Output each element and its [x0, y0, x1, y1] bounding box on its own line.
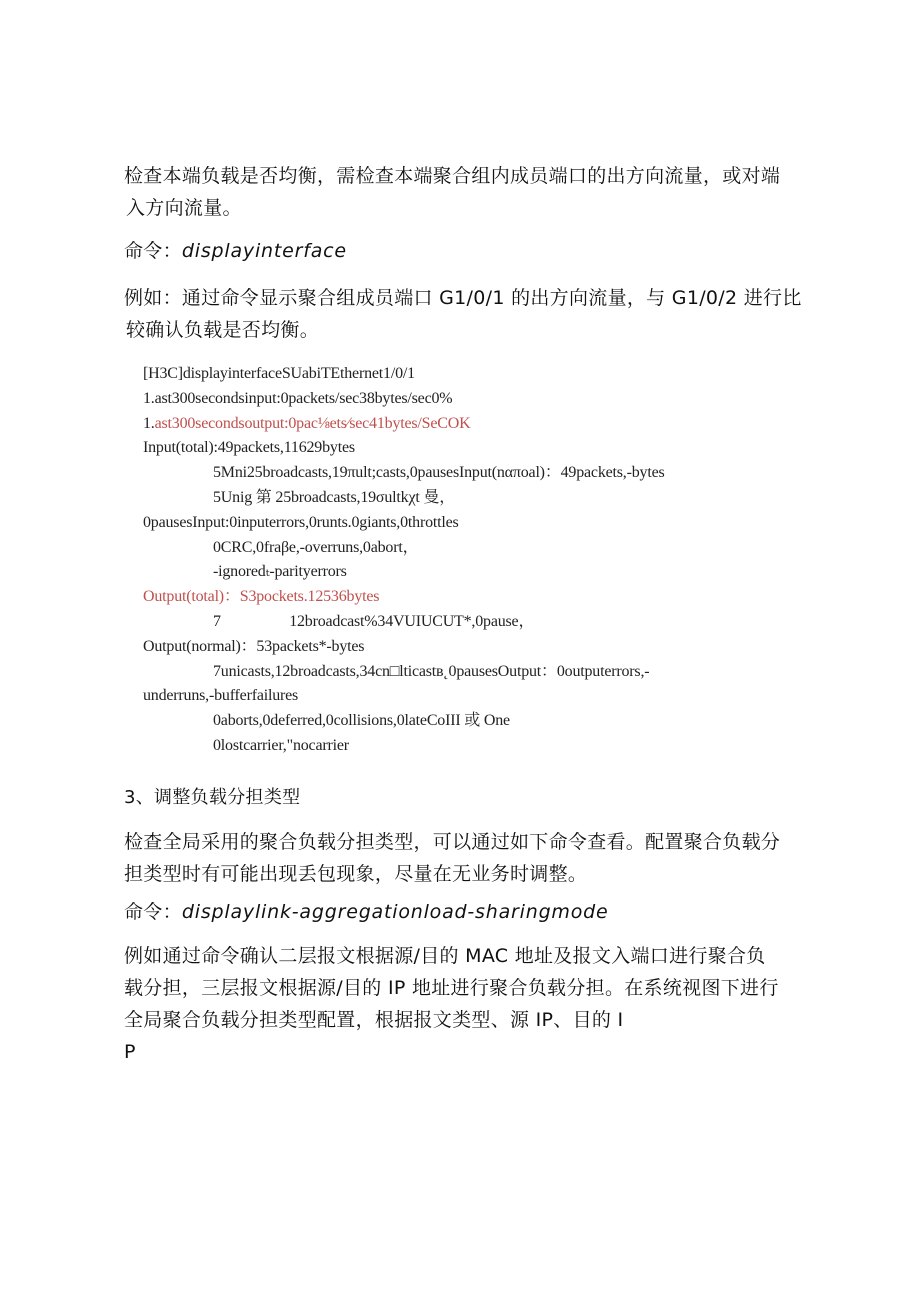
cli-line: [H3C]displayinterfaceSUabiTEthernet1/0/1	[143, 365, 415, 382]
cli-line: Output(normal)：53packets*-bytes	[143, 637, 365, 655]
cli-line: 5Unig 第 25broadcasts,19σultkχt 曼，	[213, 488, 455, 506]
cli-output-block	[143, 362, 803, 759]
example2-line-4: P	[124, 1041, 136, 1063]
cli-line: 7unicasts,12broadcasts,34cn□lticastʙ˛0pausesOutput：0outputerrors,-	[213, 662, 650, 680]
example2-line-1: 例如通过命令确认二层报文根据源/目的 MAC 地址及报文入端口进行聚合负	[124, 945, 766, 967]
example-paragraph	[124, 282, 814, 346]
section-para-line-2: 担类型时有可能出现丢包现象，尽量在无业务时调整。	[124, 863, 588, 885]
command-prefix: 命令：	[124, 240, 182, 262]
cli-line-highlight: 1.ast300secondsoutput:0pac⅛ets⁄sec41bytes/SeCOK	[143, 414, 471, 432]
cli-line: 1.ast300secondsinput:0packets/sec38bytes/sec0%	[143, 389, 453, 407]
cli-line: Input(total):49packets,11629bytes	[143, 439, 355, 457]
section-paragraph	[124, 826, 814, 890]
command-line-1	[124, 235, 814, 267]
example2-line-2: 载分担，三层报文根据源/目的 IP 地址进行聚合负载分担。在系统视图下进行	[124, 977, 779, 999]
cli-line-highlight: Output(total)：S3pockets.12536bytes	[143, 588, 380, 606]
command-text: displaylink-aggregationload-sharingmode	[181, 901, 609, 923]
cli-line: 0lostcarrier,"nocarrier	[213, 736, 349, 754]
cli-line: 0CRC,0fraβe,-overruns,0abort，	[213, 538, 419, 556]
example2-line-3: 全局聚合负载分担类型配置，根据报文类型、源 IP、目的 I	[124, 1009, 624, 1031]
cli-line: 0pausesInput:0inputerrors,0runts.0giants,0throttles	[143, 513, 459, 531]
command-prefix: 命令：	[124, 901, 182, 923]
intro-line-2: 入方向流量。	[126, 197, 242, 219]
example-line-2: 较确认负载是否均衡。	[126, 319, 320, 341]
section-heading: 3、调整负载分担类型	[124, 787, 301, 808]
cli-line: 7 12broadcast%34VUIUCUT*,0pause，	[213, 612, 535, 630]
cli-line: 5Mni25broadcasts,19πult;casts,0pausesInput(nαπoal)：49packets,-bytes	[213, 464, 665, 482]
command-text: displayinterface	[181, 240, 347, 262]
cli-line: 0aborts,0deferred,0collisions,0lateCoIII 或 One	[213, 712, 510, 730]
cli-line: -ignoredₜ-parityerrors	[213, 563, 347, 581]
cli-line: underruns,-bufferfailures	[143, 687, 299, 705]
intro-paragraph	[124, 160, 814, 224]
example-paragraph-2	[124, 940, 814, 1068]
intro-line-1: 检查本端负载是否均衡，需检查本端聚合组内成员端口的出方向流量，或对端	[124, 165, 781, 187]
section-para-line-1: 检查全局采用的聚合负载分担类型，可以通过如下命令查看。配置聚合负载分	[124, 831, 781, 853]
example-line-1: 例如：通过命令显示聚合组成员端口 G1/0/1 的出方向流量，与 G1/0/2 进行比	[124, 287, 802, 309]
command-line-2	[124, 896, 814, 928]
